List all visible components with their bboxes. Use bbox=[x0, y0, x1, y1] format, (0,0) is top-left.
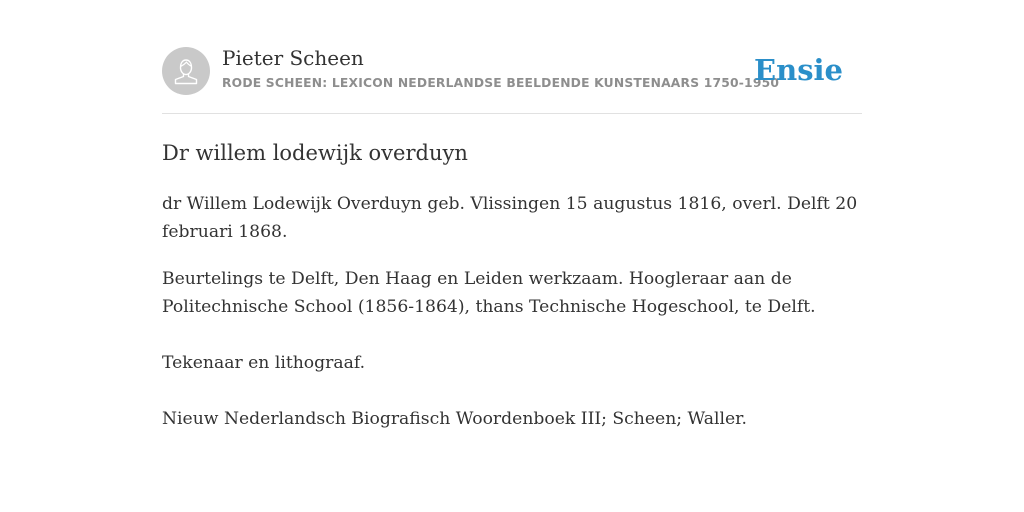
article-paragraph: Beurtelings te Delft, Den Haag en Leiden werkzaam. Hoogleraar aan de Politechnische School (1856-1864), thans Technische Hogeschool, te Delft. bbox=[162, 269, 816, 317]
ensie-logo[interactable]: Ensie bbox=[754, 53, 843, 87]
page-title: Dr willem lodewijk overduyn bbox=[162, 141, 468, 165]
author-name[interactable]: Pieter Scheen bbox=[222, 46, 364, 70]
article-paragraph: Tekenaar en lithograaf. bbox=[162, 353, 366, 373]
header-divider bbox=[162, 113, 862, 114]
source-title[interactable]: RODE SCHEEN: LEXICON NEDERLANDSE BEELDENDE KUNSTENAARS 1750-1950 bbox=[222, 76, 780, 90]
user-icon bbox=[162, 47, 210, 95]
avatar[interactable] bbox=[162, 47, 210, 95]
article-paragraph: dr Willem Lodewijk Overduyn geb. Vlissingen 15 augustus 1816, overl. Delft 20 februari 1868. bbox=[162, 194, 858, 242]
article-paragraph: Nieuw Nederlandsch Biografisch Woordenboek III; Scheen; Waller. bbox=[162, 409, 747, 429]
article-header bbox=[162, 46, 862, 114]
